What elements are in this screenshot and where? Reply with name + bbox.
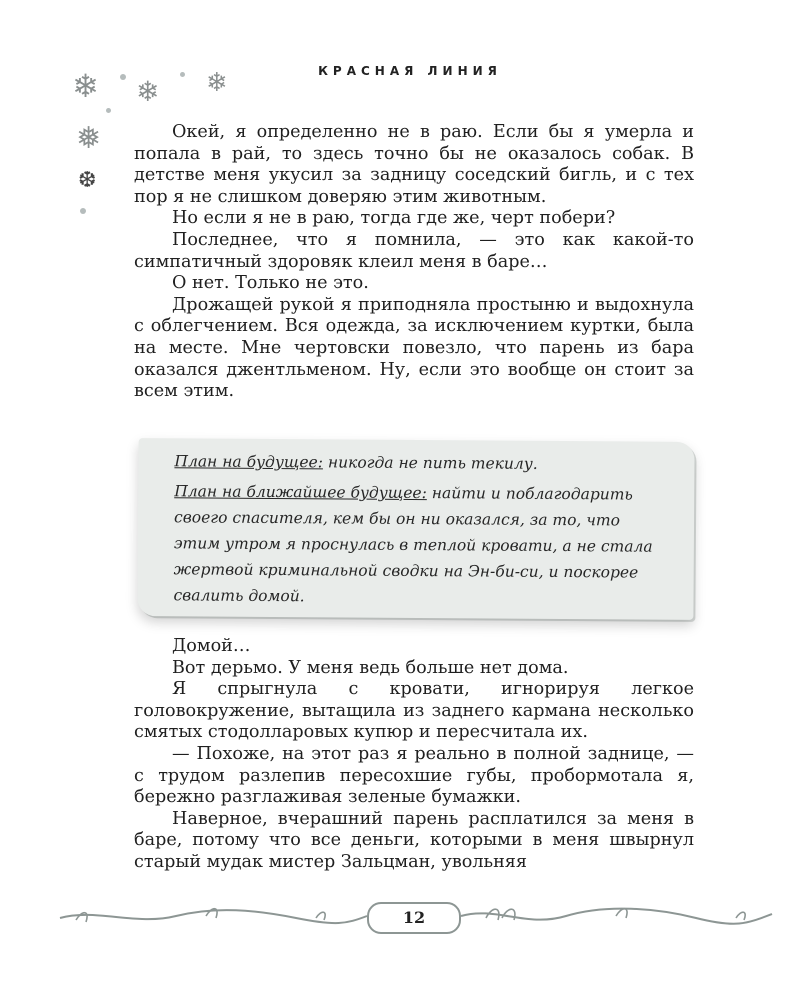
note-line-future: [174, 448, 654, 477]
paragraph: О нет. Только не это.: [172, 273, 369, 294]
page-number: 12: [367, 902, 461, 934]
paragraph: Наверное, вчерашний парень расплатился за меня в баре, потому что все деньги, которыми в меня швырнул старый мудак мистер Зальцман, увольняя: [134, 808, 694, 872]
paragraph: Вот дерьмо. У меня ведь больше нет дома.: [172, 657, 569, 678]
running-header: КРАСНАЯ ЛИНИЯ: [318, 64, 502, 78]
snowflake-icon: ❄: [72, 67, 99, 105]
note-label: План на ближайшее будущее:: [174, 482, 427, 503]
paragraph: — Похоже, на этот раз я реально в полной заднице, — с трудом разлепив пересохшие губы, пробормотала я, бережно разглаживая зеленые бумажки.: [134, 743, 694, 808]
snowflake-icon: ❆: [78, 168, 97, 193]
paragraph: Домой…: [172, 636, 251, 656]
dot-decoration: [80, 208, 86, 214]
paragraph: Окей, я определенно не в раю. Если бы я умерла и попала в рай, то здесь точно бы не оказалось собак. В детстве меня укусил за задницу соседский бигль, и с тех пор я не слишком доверяю этим животным.: [134, 122, 694, 207]
dot-decoration: [120, 74, 126, 80]
snowflake-icon: ❄: [136, 75, 160, 108]
note-body: никогда не пить текилу.: [327, 453, 538, 473]
snowflake-icon: ❄: [206, 68, 228, 98]
paragraph: Дрожащей рукой я приподняла простыню и выдохнула с облегчением. Вся одежда, за исключением куртки, была на месте. Мне чертовски повезло, что парень из бара оказался джентльменом. Ну, если это вообще он стоит за всем этим.: [134, 294, 694, 402]
note-body: найти и поблагодарить своего спасителя, кем бы он ни оказался, за то, что этим утром я проснулась в теплой кровати, а не стала жертвой криминальной сводки на Эн-би-си, и поскорее свалить домой.: [173, 484, 653, 606]
body-text-bottom: [134, 636, 694, 874]
note-line-near-future: [173, 478, 654, 611]
paragraph: Последнее, что я помнила, — это как какой-то симпатичный здоровяк клеил меня в баре…: [134, 229, 694, 272]
paragraph: Но если я не в раю, тогда где же, черт побери?: [172, 208, 616, 229]
snowflake-icon: ❅: [76, 121, 102, 156]
handwritten-note: [137, 438, 694, 620]
note-text: [173, 448, 654, 615]
dot-decoration: [180, 72, 185, 77]
note-label: План на будущее:: [174, 452, 324, 472]
paragraph: Я спрыгнула с кровати, игнорируя легкое головокружение, вытащила из заднего кармана несколько смятых стодолларовых купюр и пересчитала их.: [134, 679, 694, 743]
page-footer: [56, 896, 776, 942]
dot-decoration: [106, 108, 111, 113]
body-text-top: [134, 122, 694, 403]
